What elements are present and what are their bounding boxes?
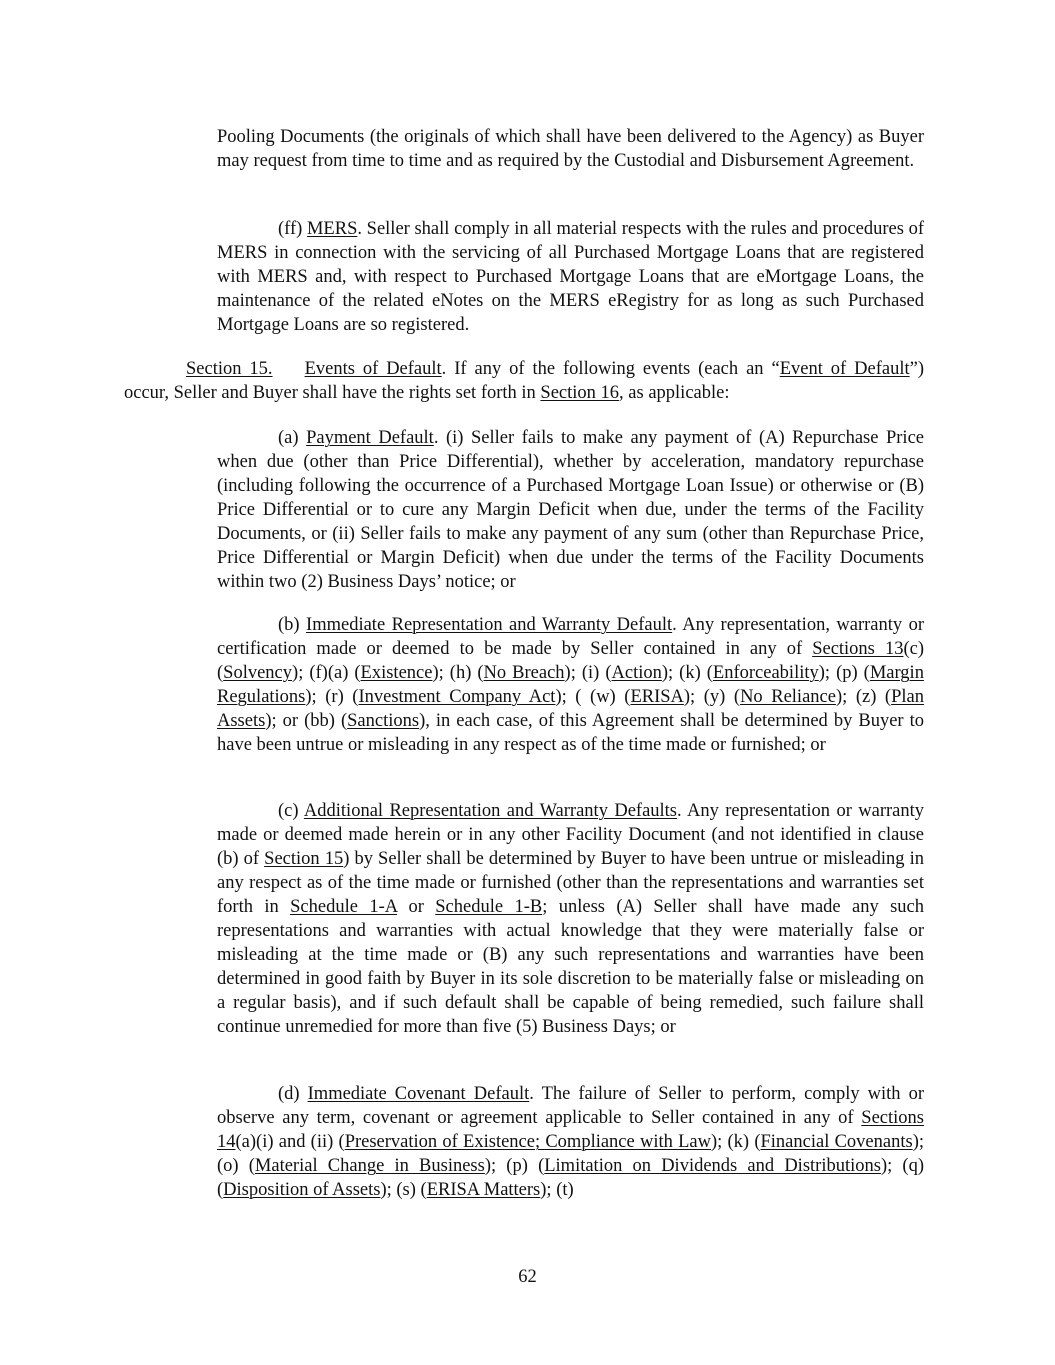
clause-heading: Payment Default [306, 428, 434, 448]
paragraph-continued: Pooling Documents (the originals of which shall have been delivered to the Agency) as Buyer may request from time to time and as required by the Custodial and Disbursement Agreement. [217, 127, 924, 171]
section-title: Events of Default [304, 359, 442, 379]
clause-label: (ff) [278, 219, 303, 239]
defined-term: Event of Default [779, 359, 910, 379]
clause-a: (a) Payment Default. (i) Seller fails to make any payment of (A) Repurchase Price when due (other than Price Differential), whether by acceleration, mandatory repurchase (including following the occurrence of a Purchased Mortgage Loan Issue) or otherwise or (B) Price Differential or to cure any Margin Deficit when due, under the terms of the Facility Documents, or (ii) Seller fails to make any payment of any sum (other than Repurchase Price, Price Differential or Margin Deficit) when due under the terms of the Facility Documents within two (2) Business Days’ notice; or [217, 428, 924, 592]
section-15: Section 15. Events of Default. If any of the following events (each an “Event of Default”) occur, Seller and Buyer shall have the rights set forth in Section 16, as applicable: [124, 359, 924, 403]
clause-heading: MERS [306, 219, 358, 239]
clause-b: (b) Immediate Representation and Warranty Default. Any representation, warranty or certification made or deemed to be made by Seller contained in any of Sections 13(c) (Solvency); (f)(a) (Existence); (h) (No Breach); (i) (Action); (k) (Enforceability); (p) (Margin Regulations); (r) (Investment Company Act); ( (w) (ERISA); (y) (No Reliance); (z) (Plan Assets); or (bb) (Sanctions), in each case, of this Agreement shall be determined by Buyer to have been untrue or misleading in any respect as of the time made or furnished; or [217, 615, 925, 755]
clause-c: (c) Additional Representation and Warranty Defaults. Any representation or warranty made or deemed made herein or in any other Facility Document (and not identified in clause (b) of Section 15) by Seller shall be determined by Buyer to have been untrue or misleading in any respect as of the time made or furnished (other than the representations and warranties set forth in Schedule 1-A or Schedule 1-B; unless (A) Seller shall have made any such representations and warranties with actual knowledge that they were materially false or misleading at the time made or (B) any such representations and warranties have been determined in good faith by Buyer in its sole discretion to be materially false or misleading on a regular basis), and if such default shall be capable of being remedied, such failure shall continue unremedied for more than five (5) Business Days; or [217, 801, 925, 1037]
clause-label: (c) [278, 801, 299, 821]
clause-ff: (ff) MERS. Seller shall comply in all material respects with the rules and procedures of MERS in connection with the servicing of all Purchased Mortgage Loans that are registered with MERS and, with respect to Purchased Mortgage Loans that are eMortgage Loans, the maintenance of the related eNotes on the MERS eRegistry for as long as such Purchased Mortgage Loans are so registered. [217, 219, 924, 335]
clause-heading: Additional Representation and Warranty Defaults [303, 801, 678, 821]
clause-heading: Immediate Representation and Warranty Default [306, 615, 673, 635]
cross-reference: Section 16 [540, 383, 620, 403]
page-number: 62 [518, 1267, 537, 1287]
clause-label: (a) [278, 428, 299, 448]
section-number: Section 15. [186, 359, 273, 379]
clause-label: (d) [278, 1084, 300, 1104]
clause-d: (d) Immediate Covenant Default. The failure of Seller to perform, comply with or observe any term, covenant or agreement applicable to Seller contained in any of Sections 14(a)(i) and (ii) (Preservation of Existence; Compliance with Law); (k) (Financial Covenants); (o) (Material Change in Business); (p) (Limitation on Dividends and Distributions); (q) (Disposition of Assets); (s) (ERISA Matters); (t) [217, 1084, 925, 1200]
clause-label: (b) [278, 615, 300, 635]
clause-heading: Immediate Covenant Default [307, 1084, 530, 1104]
